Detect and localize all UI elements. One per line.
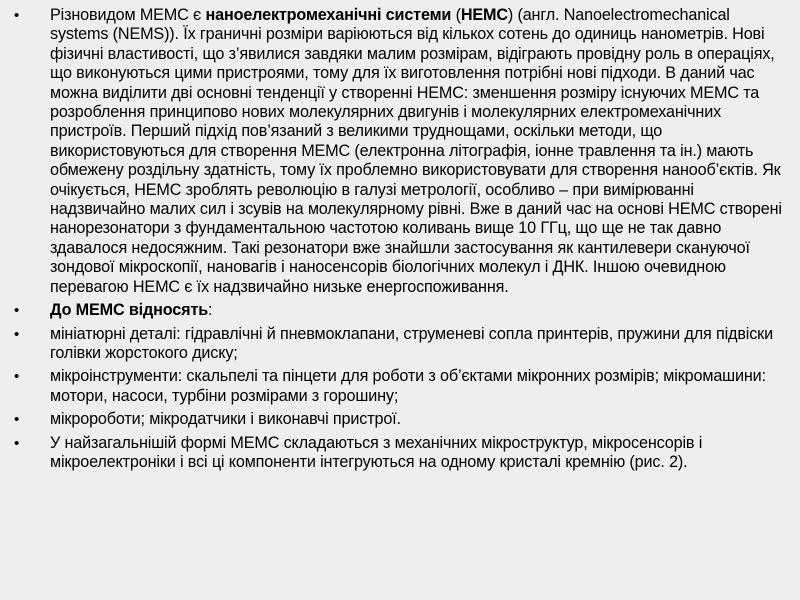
bullet-list [14,6,786,476]
text-run: У найзагальнішій формі МЕМС складаються з механічних мікроструктур, мікросенсорів і мікроелектроніки і всі ці компоненти інтегруються на одному кристалі кремнію (рис. 2). [50,433,703,471]
text-run: мініатюрні деталі: гідравлічні й пневмоклапани, струменеві сопла принтерів, пружини для підвіски голівки жорстокого диску; [50,324,773,362]
paragraph-microrobots [14,410,786,429]
text-run-bold: До МЕМС відносять [50,301,209,320]
text-run: мікророботи; мікродатчики і виконавчі пристрої. [50,410,401,429]
text-run-bold: НЕМС [460,6,508,24]
bullet-icon: • [14,411,20,429]
text-run: : [208,301,213,320]
bullet-icon: • [14,7,20,24]
text-run: Різновидом МЕМС є [50,6,206,24]
text-run: ) (англ. Nanoelectromechanical systems (NEMS)). Їх граничні розміри варіюються від кількох сотень до одиниць нанометрів. Нові фізичні властивості, що з’явилися завдяки малим розмірам, відіграють провідну роль в операціях, що виконуються цими пристроями, тому для їх виготовлення потрібні нові підходи. В даний час можна виділити дві основні тенденції у створенні НЕМС: зменшення розміру існуючих МЕМС та розроблення принципово нових молекулярних двигунів і молекулярних електромеханічних пристроїв. Перший підхід пов’язаний з великими труднощами, оскільки методи, що використовуються для створення МЕМС (електронна літографія, іонне травлення та ін.) мають обмежену роздільну здатність, тому їх проблемно використовувати для створення нанооб’єктів. Як очікується, НЕМС зроблять революцію в галузі метрології, особливо – при вимірюванні надзвичайно малих сил і зсувів на молекулярному рівні. Вже в даний час на основі НЕМС створені нанорезонатори з фундаментальною частотою коливань вище 10 ГГц, що ще не так давно здавалося недосяжним. Такі резонатори вже знайшли застосування як кантилевери скануючої зондової мікроскопії, нановагів і наносенсорів біологічних молекул і ДНК. Іншою очевидною перевагою НЕМС є їх надзвичайно низьке енергоспоживання. [50,6,782,296]
paragraph-nems [14,6,786,297]
paragraph-microinstruments [14,367,786,406]
bullet-icon: • [14,325,20,343]
paragraph-miniature-parts [14,325,786,364]
bullet-icon: • [14,368,20,386]
bullet-icon: • [14,434,20,452]
text-run-bold: наноелектромеханічні системи [205,6,452,24]
paragraph-mems-include [14,301,786,320]
bullet-icon: • [14,302,20,320]
paragraph-general-form [14,434,786,473]
text-run: ( [451,6,461,24]
text-run: мікроінструменти: скальпелі та пінцети для роботи з об’єктами мікронних розмірів; мікромашини: мотори, насоси, турбіни розмірами з горошину; [50,367,766,405]
